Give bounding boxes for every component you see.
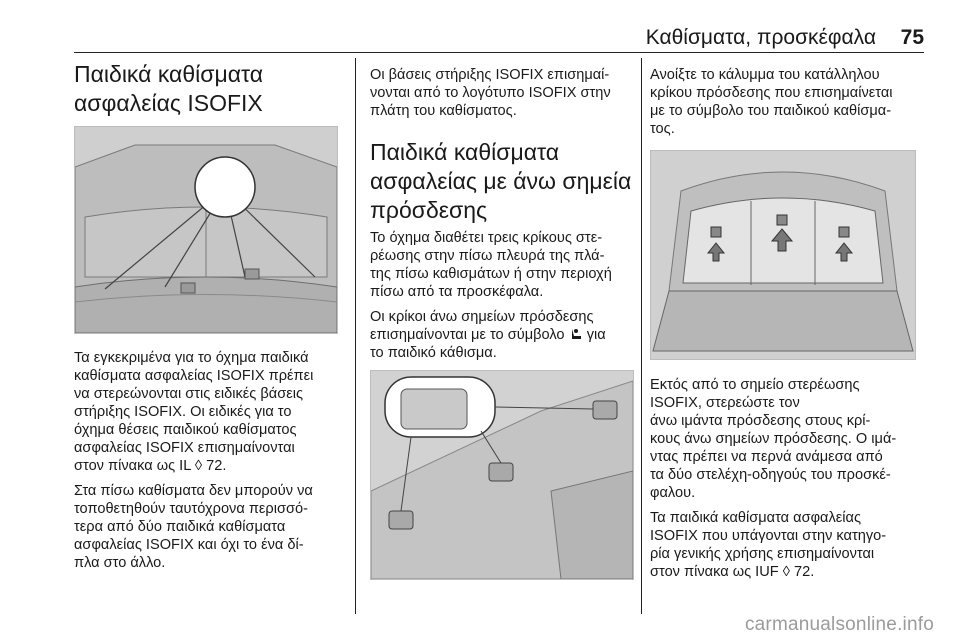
page-header [0,0,960,58]
isofix-seat-figure [74,126,338,334]
attach-strap-paragraph: Εκτός από το σημείο στερέωσης ISOFIX, στερεώστε τον άνω ιμάντα πρόσδεσης στους κρί- κους άνω σημείων πρόσδεσης. Ο ιμά- ντας πρέπει να περνά ανάμεσα από τα δύο στελέχη-οδηγούς του προσκέ- φαλου. [650,377,897,501]
top-tether-paragraph-1: Το όχημα διαθέτει τρεις κρίκους στε- ρέωσης στην πίσω πλευρά της πλά- της πίσω καθισμάτων ή στην περιοχή πίσω από τα προσκέφαλα. [370,230,612,300]
heading-line: πρόσδεσης [370,197,488,223]
top-tether-paragraph-2: Οι κρίκοι άνω σημείων πρόσδεσης επισημαίνονται με το σύμβολο για το παιδικό κάθισμα. [370,309,606,361]
isofix-paragraph-1: Τα εγκεκριμένα για το όχημα παιδικά καθίσματα ασφαλείας ISOFIX πρέπει να στερεώνονται στις ειδικές βάσεις στήριξης ISOFIX. Οι ειδικές για το όχημα θέσεις παιδικού καθίσματος ασφαλείας ISOFIX επισημαίνονται στον πίνακα ως IL ◊ 72. [74,350,314,474]
heading-line: ασφαλείας με άνω σημεία [370,168,632,194]
isofix-paragraph-2: Στα πίσω καθίσματα δεν μπορούν να τοποθετηθούν ταυτόχρονα περισσό- τερα από δύο παιδικά καθίσματα ασφαλείας ISOFIX και όχι το ένα δί- πλα στο άλλο. [74,483,313,571]
heading-line: ασφαλείας ISOFIX [74,90,263,116]
section-heading-isofix [74,60,348,118]
column-divider-2 [641,58,642,614]
column-divider-1 [355,58,356,614]
child-seat-icon [569,328,583,340]
column-3 [650,58,928,588]
header-rule [74,52,924,53]
universal-category-paragraph: Τα παιδικά καθίσματα ασφαλείας ISOFIX που υπάγονται στην κατηγο- ρία γενικής χρήσης επισημαίνονται στον πίνακα ως IUF ◊ 72. [650,510,887,580]
watermark: carmanualsonline.info [744,614,934,635]
trunk-anchor-figure [650,150,916,360]
tether-anchor-figure [370,370,634,580]
page-number: 75 [900,26,924,49]
heading-line: Παιδικά καθίσματα [74,61,264,87]
column-2 [370,58,634,580]
open-cover-paragraph: Ανοίξτε το κάλυμμα του κατάλληλου κρίκου πρόσδεσης που επισημαίνεται με το σύμβολο του παιδικού καθίσμα- τος. [650,67,893,137]
column-1 [74,58,348,579]
page-header-title: Καθίσματα, προσκέφαλα [645,26,876,49]
section-heading-top-tether [370,138,634,225]
heading-line: Παιδικά καθίσματα [370,139,560,165]
isofix-logo-paragraph: Οι βάσεις στήριξης ISOFIX επισημαί- νονται από το λογότυπο ISOFIX στην πλάτη του καθίσματος. [370,67,611,119]
